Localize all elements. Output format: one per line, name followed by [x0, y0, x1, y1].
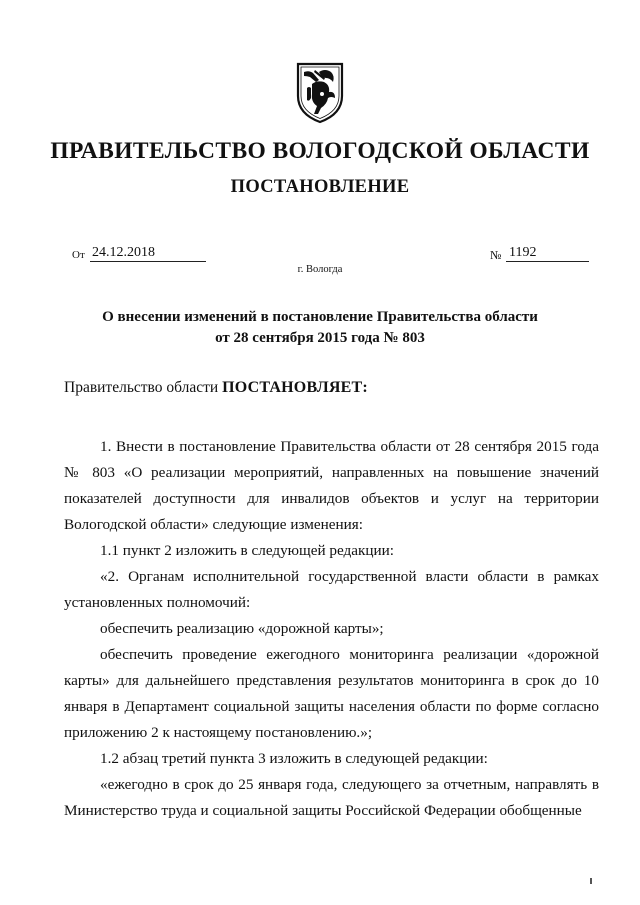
paragraph-1: 1. Внести в постановление Правительства области от 28 сентября 2015 года № 803 «О реализации мероприятий, направленных на повышение значений показателей доступности для инвалидов объектов и услуг на территории Вологодской области» следующие изменения: — [64, 438, 599, 533]
organization-title: ПРАВИТЕЛЬСТВО ВОЛОГОДСКОЙ ОБЛАСТИ — [50, 138, 590, 164]
subject-line-2: от 28 сентября 2015 года № 803 — [215, 330, 425, 346]
city-label: г. Вологда — [297, 264, 343, 275]
preamble — [64, 379, 368, 397]
coat-of-arms-icon — [295, 58, 345, 124]
document-body — [64, 434, 599, 824]
preamble-emphasis: ПОСТАНОВЛЯЕТ: — [222, 379, 368, 396]
date-label: От — [72, 249, 85, 261]
paragraph-6: 1.2 абзац третий пункта 3 изложить в следующей редакции: — [100, 750, 488, 767]
number-label: № — [490, 248, 502, 262]
document-type-title: ПОСТАНОВЛЕНИЕ — [230, 177, 410, 197]
paragraph-4: обеспечить реализацию «дорожной карты»; — [100, 620, 384, 637]
paragraph-3: «2. Органам исполнительной государственной власти области в рамках установленных полномочий: — [64, 568, 599, 611]
document-date: 24.12.2018 — [90, 245, 206, 262]
subject-line-1: О внесении изменений в постановление Правительства области — [102, 309, 538, 325]
scan-mark — [590, 878, 592, 884]
document-number: 1192 — [506, 245, 589, 262]
paragraph-5: обеспечить проведение ежегодного мониторинга реализации «дорожной карты» для дальнейшего представления результатов мониторинга в срок до 10 января в Департамент социальной защиты населения области по форме согласно приложению 2 к настоящему постановлению.»; — [64, 646, 599, 741]
preamble-text: Правительство области — [64, 379, 223, 396]
document-subject — [60, 307, 580, 349]
paragraph-7: «ежегодно в срок до 25 января года, следующего за отчетным, направлять в Министерство труда и социальной защиты Российской Федерации обобщенные — [64, 776, 599, 819]
paragraph-2: 1.1 пункт 2 изложить в следующей редакции: — [100, 542, 394, 559]
